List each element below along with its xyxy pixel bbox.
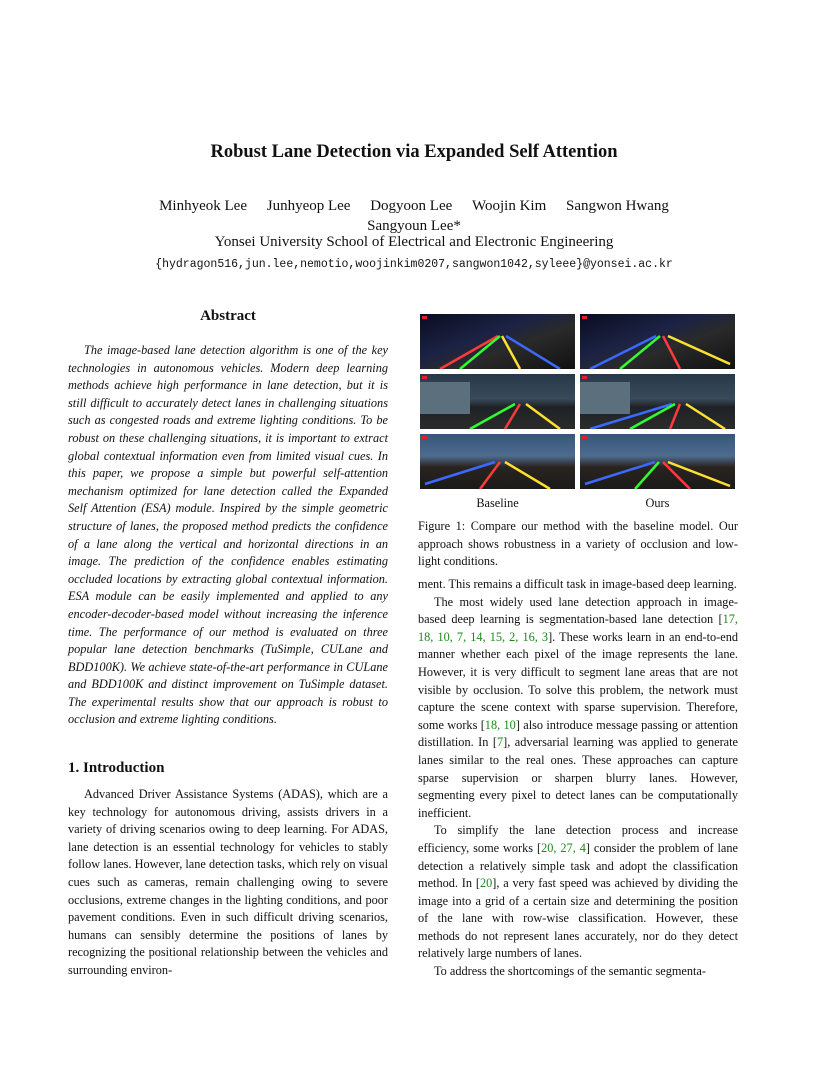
paragraph: To address the shortcomings of the semantic segmenta- (434, 964, 706, 979)
abstract-heading: Abstract (200, 308, 256, 324)
figure-label-ours: Ours (645, 496, 670, 510)
citation-link[interactable]: 18, 10 (484, 717, 516, 732)
citation-link[interactable]: 7 (497, 735, 504, 750)
paragraph: The most widely used lane detection approach in image-based deep learning is segmentation-based lane detection [17, 18, 10, 7, 14, 15, 2, 16, 3]. These works learn in an end-to-end manner whether each pixel of the image represents the lane. However, it is very difficult to segment lane areas that are not visible by occlusion. To solve this problem, the network must capture the scene context with sparse supervision. Therefore, some works [18, 10] also introduce message passing or attention distillation. In [7], adversarial learning was applied to generate lanes similar to the real ones. These approaches can capture sparse supervision or sharpen blurry lanes. However, segmenting every pixel to detect lanes can be computationally inefficient. (418, 594, 739, 820)
ours-night-road-image (580, 314, 735, 369)
figure-caption: Figure 1: Compare our method with the baseline model. Our approach shows robustness in a variety of occlusion and low-light conditions. (418, 519, 738, 569)
figure-label-baseline: Baseline (476, 496, 519, 510)
right-column-text (418, 576, 738, 981)
ours-bus-occlusion-image (580, 374, 735, 429)
paper-title: Robust Lane Detection via Expanded Self Attention (210, 142, 618, 162)
introduction-paragraph: Advanced Driver Assistance Systems (ADAS), which are a key technology for autonomous driving, assists drivers in a variety of driving scenarios owing to deep learning. For ADAS, lane detection is an essential technology for vehicles to stably follow lanes. However, lane detection tasks, which rely on visual cues such as cameras, remain challenging owing to severe occlusions, extreme changes in the lighting conditions, and poor pavement conditions. Even in such difficult driving scenarios, humans can sensibly determine the positions of lanes by recognizing the positional relationship between the vehicles and surrounding environ- (68, 787, 388, 977)
baseline-night-road-image (420, 314, 575, 369)
citation-link[interactable]: 20, 27, 4 (541, 840, 586, 855)
author-name: Woojin Kim (472, 198, 547, 214)
introduction-heading: 1. Introduction (68, 760, 165, 776)
figure-1 (418, 312, 738, 497)
ours-dusk-road-image (580, 434, 735, 489)
baseline-dusk-road-image (420, 434, 575, 489)
paragraph: ment. This remains a difficult task in image-based deep learning. (418, 577, 737, 591)
abstract-text: The image-based lane detection algorithm is one of the key technologies in autonomous vehicles. Modern deep learning methods achieve high performance in lane detection, but it is still difficult to accurately detect lanes in challenging situations such as congested roads and extreme lighting conditions. To be robust on these challenging situations, it is important to extract global contextual information even from limited visual cues. In this paper, we propose a simple but powerful self-attention mechanism optimized for lane detection called the Expanded Self Attention (ESA) module. Inspired by the simple geometric structure of lanes, the proposed method predicts the confidence of a lane along the vertical and horizontal directions in an image. The prediction of the confidence enables estimating occluded locations by extracting global contextual information. ESA module can be easily implemented and applied to any encoder-decoder-based model without increasing the inference time. The performance of our method is evaluated on three popular lane detection benchmarks (TuSimple, CULane and BDD100K). We achieve state-of-the-art performance in CULane and BDD100K and distinct improvement on TuSimple dataset. The experimental results show that our approach is robust to occlusion and extreme lighting conditions. (68, 343, 388, 727)
author-emails: {hydragon516,jun.lee,nemotio,woojinkim0207,sangwon1042,syleee}@yonsei.ac.kr (155, 258, 673, 271)
citation-link[interactable]: 20 (479, 876, 493, 891)
author-list (0, 196, 828, 236)
author-name: Junhyeop Lee (266, 198, 351, 214)
author-name: Sangwon Hwang (566, 198, 669, 214)
citation-link[interactable]: 17, 18, 10, 7, 14, 15, 2, 16, 3 (418, 612, 738, 644)
author-name: Sangyoun Lee* (367, 218, 461, 234)
baseline-bus-occlusion-image (420, 374, 575, 429)
author-name: Minhyeok Lee (159, 198, 247, 214)
paragraph: To simplify the lane detection process and increase efficiency, some works [20, 27, 4] consider the problem of lane detection a relatively simple task and adopt the classification method. In [20], a very fast speed was achieved by dividing the image into a grid of a certain size and determining the position of the lane with row-wise classification. However, these methods do not represent lanes accurately, nor do they detect relatively large numbers of lanes. (418, 823, 739, 961)
author-name: Dogyoon Lee (370, 198, 453, 214)
affiliation: Yonsei University School of Electrical and Electronic Engineering (214, 234, 614, 250)
